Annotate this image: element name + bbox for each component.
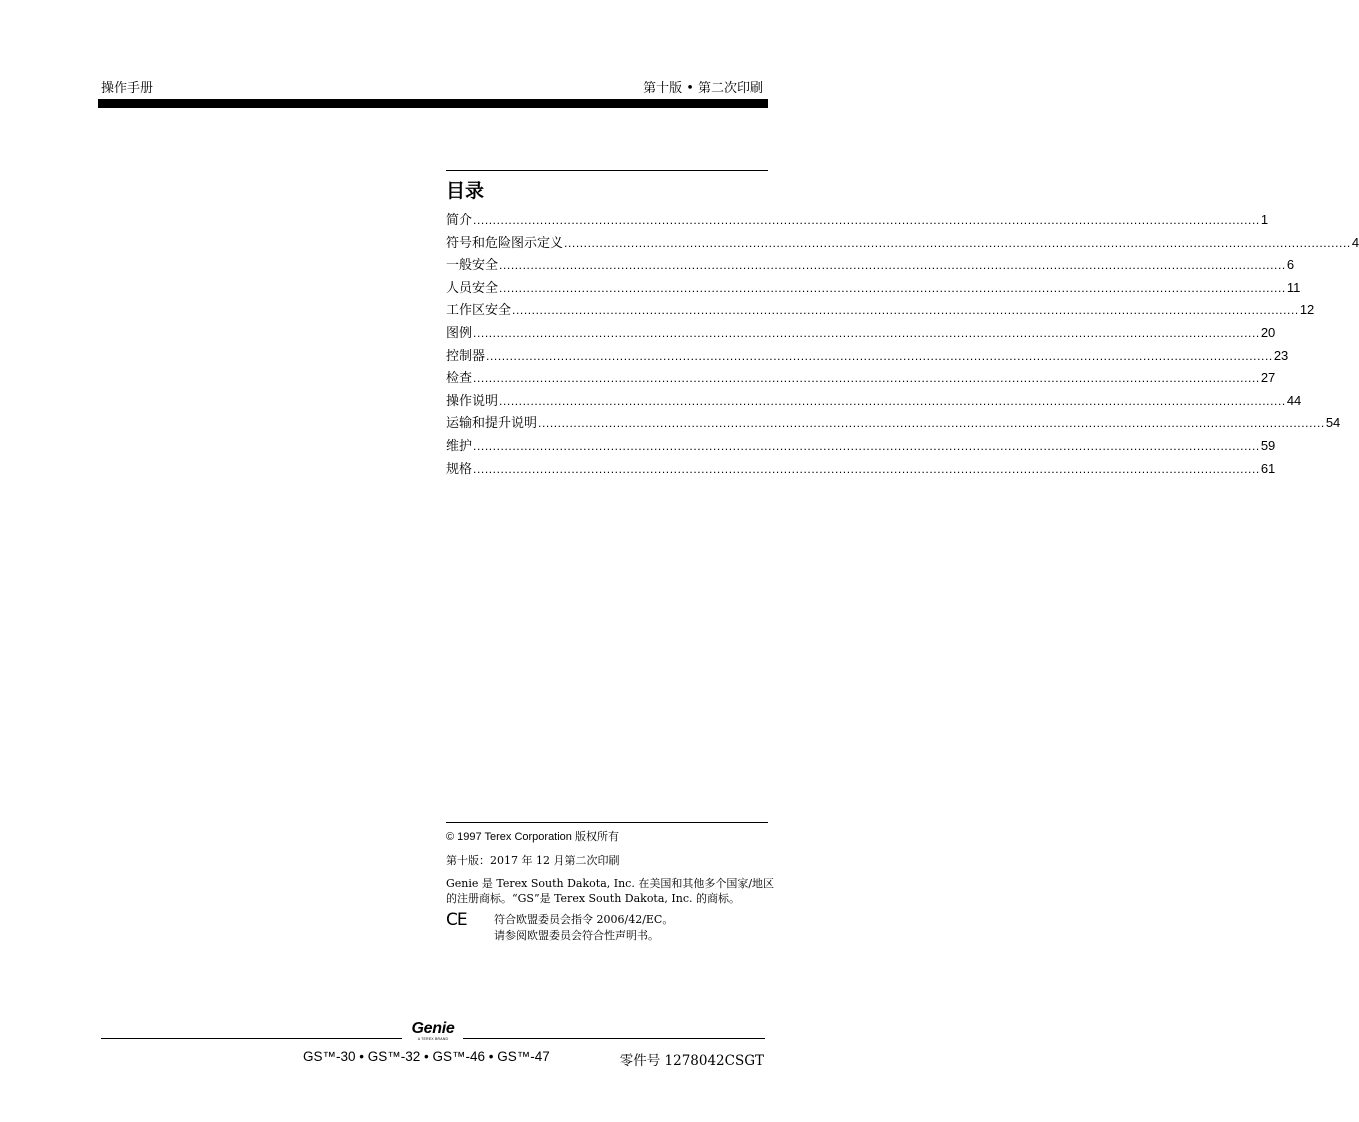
toc-entry[interactable] — [446, 277, 1301, 300]
toc-leader-dots: ........................................................................................................................................................................................................ — [473, 461, 1260, 476]
toc-title: 目录 — [446, 180, 485, 202]
toc-entry-page: 61 — [1260, 460, 1276, 476]
toc-entry-label: 维护 — [446, 438, 473, 454]
toc-top-rule — [446, 170, 768, 171]
toc-list — [446, 209, 1359, 480]
edition-line: 第十版：2017 年 12 月第二次印刷 — [446, 854, 620, 867]
copyright-line: © 1997 Terex Corporation 版权所有 — [446, 831, 619, 843]
toc-entry-label: 工作区安全 — [446, 303, 512, 319]
toc-entry-page: 23 — [1273, 347, 1289, 363]
toc-entry[interactable] — [446, 254, 1295, 277]
toc-leader-dots: ........................................................................................................................................................................................................ — [473, 213, 1260, 227]
toc-entry[interactable] — [446, 458, 1276, 481]
header-edition: 第十版 • 第二次印刷 — [643, 81, 763, 96]
toc-entry-label: 控制器 — [446, 348, 486, 364]
toc-leader-dots: ........................................................................................................................................................................................................ — [538, 416, 1325, 431]
toc-entry-page: 1 — [1260, 212, 1269, 227]
footer-rule-right — [463, 1038, 765, 1039]
copyright-top-rule — [446, 822, 768, 823]
footer-models: GS™-30 • GS™-32 • GS™-46 • GS™-47 — [303, 1049, 550, 1064]
toc-entry[interactable] — [446, 209, 1269, 232]
toc-leader-dots: ........................................................................................................................................................................................................ — [473, 325, 1260, 340]
header-manual-title: 操作手册 — [101, 81, 154, 96]
toc-leader-dots: ........................................................................................................................................................................................................ — [499, 258, 1286, 273]
toc-leader-dots: ........................................................................................................................................................................................................ — [564, 235, 1351, 250]
trademark-line-2: 的注册商标。“GS”是 Terex South Dakota, Inc. 的商标。 — [446, 892, 740, 905]
toc-entry[interactable] — [446, 322, 1276, 345]
toc-entry-label: 图例 — [446, 325, 473, 341]
toc-entry-label: 检查 — [446, 371, 473, 387]
toc-entry[interactable] — [446, 345, 1289, 368]
ce-mark-icon: CE — [446, 910, 467, 930]
toc-leader-dots: ........................................................................................................................................................................................................ — [473, 438, 1260, 453]
toc-entry-label: 操作说明 — [446, 393, 499, 409]
toc-leader-dots: ........................................................................................................................................................................................................ — [473, 371, 1260, 386]
toc-entry[interactable] — [446, 367, 1276, 390]
toc-entry-page: 11 — [1286, 279, 1301, 295]
toc-entry-page: 20 — [1260, 324, 1276, 340]
logo-tagline: A TEREX BRAND — [417, 1037, 449, 1041]
ce-compliance-line-1: 符合欧盟委员会指令 2006/42/EC。 — [494, 913, 674, 926]
toc-entry-page: 4 — [1351, 234, 1359, 250]
logo-wordmark: Genie — [411, 1020, 455, 1037]
toc-leader-dots: ........................................................................................................................................................................................................ — [499, 280, 1286, 295]
trademark-line-1: Genie 是 Terex South Dakota, Inc. 在美国和其他多个国家/地区 — [446, 877, 775, 890]
toc-entry-label: 运输和提升说明 — [446, 416, 538, 432]
ce-compliance-line-2: 请参阅欧盟委员会符合性声明书。 — [494, 929, 659, 942]
toc-entry-page: 6 — [1286, 257, 1295, 273]
toc-entry-page: 12 — [1299, 302, 1315, 318]
toc-entry-page: 59 — [1260, 437, 1276, 453]
toc-entry[interactable] — [446, 232, 1359, 255]
toc-leader-dots: ........................................................................................................................................................................................................ — [512, 303, 1299, 318]
toc-leader-dots: ........................................................................................................................................................................................................ — [486, 348, 1273, 363]
toc-entry[interactable] — [446, 299, 1315, 322]
toc-entry-label: 人员安全 — [446, 280, 499, 296]
toc-entry[interactable] — [446, 435, 1276, 458]
footer-part-number: 零件号 1278042CSGT — [619, 1053, 764, 1069]
header-rule — [98, 99, 768, 108]
toc-entry-page: 44 — [1286, 392, 1302, 408]
toc-entry[interactable] — [446, 390, 1302, 413]
toc-entry-label: 符号和危险图示定义 — [446, 235, 564, 251]
toc-entry[interactable] — [446, 412, 1341, 435]
footer-rule-left — [101, 1038, 402, 1039]
toc-entry-label: 一般安全 — [446, 258, 499, 274]
toc-entry-page: 27 — [1260, 370, 1276, 386]
toc-entry-label: 规格 — [446, 461, 473, 477]
toc-entry-page: 54 — [1325, 415, 1341, 431]
genie-logo — [407, 1021, 459, 1041]
toc-entry-label: 简介 — [446, 213, 473, 228]
toc-leader-dots: ........................................................................................................................................................................................................ — [499, 393, 1286, 408]
